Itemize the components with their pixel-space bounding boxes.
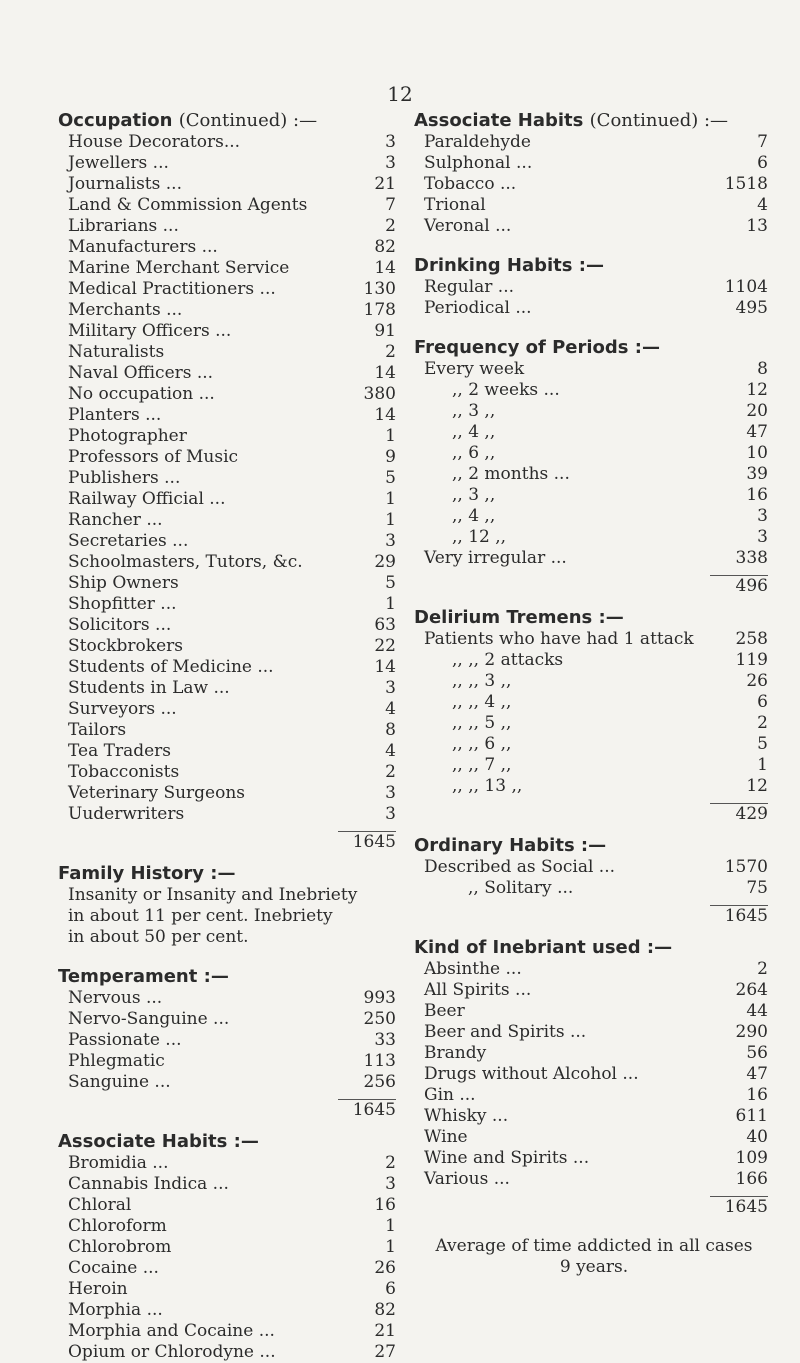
- list-item: [64, 1030, 396, 1051]
- list-item: [64, 1195, 396, 1216]
- list-item: [64, 657, 396, 678]
- list-item: [420, 485, 768, 506]
- item-label: Whisky ...: [424, 1106, 509, 1126]
- list-item: [64, 363, 396, 384]
- list-item: [420, 713, 768, 734]
- list-item: [64, 552, 396, 573]
- list-item: [64, 1051, 396, 1072]
- item-label: Chloral: [68, 1195, 132, 1215]
- item-value: 75: [746, 878, 768, 898]
- list-item: [420, 277, 768, 298]
- associate-habits-cont-list: [420, 132, 768, 237]
- list-item: [420, 401, 768, 422]
- frequency-heading: Frequency of Periods :—: [414, 337, 660, 358]
- item-label: Opium or Chlorodyne ...: [68, 1342, 276, 1362]
- list-item: [64, 279, 396, 300]
- temperament-list: [64, 988, 396, 1093]
- item-value: 6: [385, 1279, 396, 1299]
- item-label: Gin ...: [424, 1085, 476, 1105]
- item-label: ,, 4 ,,: [452, 506, 496, 526]
- item-value: 1: [385, 489, 396, 509]
- list-item: [420, 650, 768, 671]
- item-label: Chloroform: [68, 1216, 167, 1236]
- item-label: Drugs without Alcohol ...: [424, 1064, 639, 1084]
- item-label: ,, ,, 6 ,,: [452, 734, 512, 754]
- list-item: [420, 1043, 768, 1064]
- item-label: ,, 6 ,,: [452, 443, 496, 463]
- item-value: 13: [746, 216, 768, 236]
- item-value: 8: [385, 720, 396, 740]
- list-item: [64, 1279, 396, 1300]
- list-item: [64, 1216, 396, 1237]
- item-label: Schoolmasters, Tutors, &c.: [68, 552, 303, 572]
- item-label: ,, ,, 7 ,,: [452, 755, 512, 775]
- item-label: Sanguine ...: [68, 1072, 171, 1092]
- item-label: Jewellers ...: [68, 153, 169, 173]
- item-label: Solicitors ...: [68, 615, 172, 635]
- item-label: Publishers ...: [68, 468, 181, 488]
- list-item: [64, 988, 396, 1009]
- list-item: [420, 755, 768, 776]
- drinking-habits-list: [420, 277, 768, 319]
- temperament-total: 1645: [352, 1100, 396, 1120]
- item-value: 10: [746, 443, 768, 463]
- list-item: [64, 174, 396, 195]
- item-label: Students of Medicine ...: [68, 657, 274, 677]
- list-item: [420, 776, 768, 797]
- item-label: Naturalists: [68, 342, 165, 362]
- item-value: 256: [363, 1072, 396, 1092]
- item-value: 264: [735, 980, 768, 1000]
- item-value: 16: [374, 1195, 396, 1215]
- list-item: [420, 422, 768, 443]
- item-label: Tailors: [68, 720, 127, 740]
- item-value: 26: [746, 671, 768, 691]
- left-column: [58, 110, 396, 1363]
- item-value: 250: [363, 1009, 396, 1029]
- item-label: Naval Officers ...: [68, 363, 214, 383]
- item-value: 1104: [724, 277, 768, 297]
- ordinary-list: [420, 878, 768, 899]
- item-label: Passionate ...: [68, 1030, 182, 1050]
- item-label: Uuderwriters: [68, 804, 185, 824]
- item-value: 47: [746, 1064, 768, 1084]
- item-label: Medical Practitioners ...: [68, 279, 276, 299]
- item-value: 495: [735, 298, 768, 318]
- item-label: ,, ,, 4 ,,: [452, 692, 512, 712]
- associate-habits-heading: Associate Habits :—: [58, 1131, 259, 1152]
- item-label: Heroin: [68, 1279, 128, 1299]
- item-label: Merchants ...: [68, 300, 183, 320]
- item-label: Stockbrokers: [68, 636, 183, 656]
- list-item: [64, 300, 396, 321]
- list-item: [420, 298, 768, 319]
- item-label: ,, 3 ,,: [452, 485, 496, 505]
- item-label: Paraldehyde: [424, 132, 531, 152]
- item-label: ,, 3 ,,: [452, 401, 496, 421]
- item-value: 63: [374, 615, 396, 635]
- item-label: Wine: [424, 1127, 468, 1147]
- ordinary-total: 1645: [724, 906, 768, 926]
- item-value: 2: [385, 1153, 396, 1173]
- ordinary-habits-heading: Ordinary Habits :—: [414, 835, 607, 856]
- list-item: [420, 1085, 768, 1106]
- list-item: [64, 258, 396, 279]
- list-item: [64, 132, 396, 153]
- item-label: Photographer: [68, 426, 187, 446]
- item-label: Ship Owners: [68, 573, 179, 593]
- page-number: 12: [387, 82, 413, 106]
- item-label: ,, ,, 5 ,,: [452, 713, 512, 733]
- item-label: Land & Commission Agents: [68, 195, 308, 215]
- list-item: [420, 132, 768, 153]
- item-value: 5: [757, 734, 768, 754]
- list-item: [420, 980, 768, 1001]
- item-label: Veronal ...: [424, 216, 512, 236]
- item-label: Planters ...: [68, 405, 162, 425]
- delirium-list: [420, 650, 768, 797]
- item-value: 39: [746, 464, 768, 484]
- item-value: 3: [385, 1174, 396, 1194]
- item-label: Marine Merchant Service: [68, 258, 290, 278]
- list-item: [64, 153, 396, 174]
- temperament-heading: Temperament :—: [58, 966, 229, 987]
- kind-total: 1645: [724, 1197, 768, 1217]
- item-label: Beer: [424, 1001, 465, 1021]
- list-item: [64, 510, 396, 531]
- frequency-list: [420, 380, 768, 548]
- family-history-heading: Family History :—: [58, 863, 236, 884]
- item-label: Phlegmatic: [68, 1051, 165, 1071]
- list-item: [64, 1174, 396, 1195]
- list-item: [420, 1169, 768, 1190]
- item-value: 9: [385, 447, 396, 467]
- item-label: Cocaine ...: [68, 1258, 159, 1278]
- item-label: Veterinary Surgeons: [68, 783, 246, 803]
- list-item: [64, 1072, 396, 1093]
- item-value: 4: [757, 195, 768, 215]
- family-history-line: in about 11 per cent. Inebriety: [68, 906, 333, 926]
- item-label: Morphia and Cocaine ...: [68, 1321, 275, 1341]
- associate-habits-cont-heading: Associate Habits (Continued) :—: [414, 110, 729, 131]
- item-value: 20: [746, 401, 768, 421]
- item-value: 3: [385, 531, 396, 551]
- item-value: 44: [746, 1001, 768, 1021]
- item-label: Manufacturers ...: [68, 237, 218, 257]
- item-label: Various ...: [424, 1169, 510, 1189]
- item-value: 1: [385, 1216, 396, 1236]
- item-label: ,, ,, 13 ,,: [452, 776, 523, 796]
- list-item: [64, 531, 396, 552]
- item-value: 1: [385, 426, 396, 446]
- item-value: 166: [735, 1169, 768, 1189]
- list-item: [420, 671, 768, 692]
- list-item: [64, 237, 396, 258]
- item-value: 2: [385, 762, 396, 782]
- item-value: 16: [746, 1085, 768, 1105]
- item-value: 109: [735, 1148, 768, 1168]
- item-label: No occupation ...: [68, 384, 215, 404]
- list-item: [64, 573, 396, 594]
- item-value: 7: [385, 195, 396, 215]
- item-value: 1: [757, 755, 768, 775]
- list-item: [64, 678, 396, 699]
- list-item: [64, 468, 396, 489]
- item-value: 7: [757, 132, 768, 152]
- item-label: Trional: [424, 195, 486, 215]
- item-value: 3: [385, 783, 396, 803]
- item-label: Military Officers ...: [68, 321, 232, 341]
- item-value: 130: [363, 279, 396, 299]
- item-label: All Spirits ...: [424, 980, 532, 1000]
- item-value: 91: [374, 321, 396, 341]
- item-label: Nervous ...: [68, 988, 163, 1008]
- item-value: 993: [363, 988, 396, 1008]
- list-item: [420, 527, 768, 548]
- item-label: ,, 2 months ...: [452, 464, 570, 484]
- kind-list: [420, 959, 768, 1190]
- item-label: Surveyors ...: [68, 699, 177, 719]
- list-item: [64, 447, 396, 468]
- item-value: 21: [374, 1321, 396, 1341]
- item-label: Professors of Music: [68, 447, 239, 467]
- item-label: Sulphonal ...: [424, 153, 533, 173]
- list-item: [420, 195, 768, 216]
- item-label: Absinthe ...: [424, 959, 522, 979]
- item-label: Brandy: [424, 1043, 487, 1063]
- average-line: Average of time addicted in all cases: [435, 1236, 753, 1256]
- item-value: 14: [374, 258, 396, 278]
- item-value: 21: [374, 174, 396, 194]
- list-item: [64, 720, 396, 741]
- list-item: [420, 506, 768, 527]
- item-label: ,, 2 weeks ...: [452, 380, 560, 400]
- ordinary-row: Described as Social ... 1570: [424, 857, 768, 877]
- list-item: [420, 174, 768, 195]
- item-value: 290: [735, 1022, 768, 1042]
- item-value: 33: [374, 1030, 396, 1050]
- item-value: 82: [374, 237, 396, 257]
- item-value: 3: [385, 678, 396, 698]
- item-value: 4: [385, 741, 396, 761]
- item-value: 3: [757, 527, 768, 547]
- list-item: [420, 216, 768, 237]
- frequency-row: Very irregular ... 338: [424, 548, 768, 568]
- list-item: [64, 384, 396, 405]
- item-label: Chlorobrom: [68, 1237, 172, 1257]
- item-label: ,, ,, 2 attacks: [452, 650, 564, 670]
- list-item: [420, 1064, 768, 1085]
- list-item: [420, 443, 768, 464]
- item-label: Railway Official ...: [68, 489, 226, 509]
- right-column: [414, 110, 768, 1278]
- list-item: [64, 216, 396, 237]
- item-label: Students in Law ...: [68, 678, 230, 698]
- item-value: 12: [746, 380, 768, 400]
- list-item: [420, 1022, 768, 1043]
- list-item: [64, 489, 396, 510]
- item-value: 5: [385, 468, 396, 488]
- associate-habits-list: [64, 1153, 396, 1363]
- list-item: [420, 1001, 768, 1022]
- item-label: ,, 4 ,,: [452, 422, 496, 442]
- list-item: [64, 804, 396, 825]
- delirium-heading: Delirium Tremens :—: [414, 607, 624, 628]
- list-item: [64, 426, 396, 447]
- item-value: 113: [363, 1051, 396, 1071]
- list-item: [64, 321, 396, 342]
- list-item: [420, 878, 768, 899]
- item-label: Tea Traders: [68, 741, 172, 761]
- item-value: 56: [746, 1043, 768, 1063]
- item-label: Periodical ...: [424, 298, 532, 318]
- list-item: [64, 1009, 396, 1030]
- item-value: 14: [374, 657, 396, 677]
- list-item: [64, 1300, 396, 1321]
- list-item: [64, 1258, 396, 1279]
- item-label: ,, ,, 3 ,,: [452, 671, 512, 691]
- list-item: [420, 153, 768, 174]
- item-value: 611: [735, 1106, 768, 1126]
- item-label: Beer and Spirits ...: [424, 1022, 587, 1042]
- item-value: 2: [757, 713, 768, 733]
- item-value: 3: [385, 132, 396, 152]
- item-value: 3: [385, 153, 396, 173]
- list-item: [420, 734, 768, 755]
- item-value: 14: [374, 405, 396, 425]
- kind-heading: Kind of Inebriant used :—: [414, 937, 673, 958]
- list-item: [64, 405, 396, 426]
- list-item: [64, 1342, 396, 1363]
- item-value: 2: [757, 959, 768, 979]
- item-value: 4: [385, 699, 396, 719]
- list-item: [64, 342, 396, 363]
- item-label: Shopfitter ...: [68, 594, 177, 614]
- list-item: [64, 1321, 396, 1342]
- item-value: 3: [385, 804, 396, 824]
- item-value: 380: [363, 384, 396, 404]
- average-line: 9 years.: [559, 1257, 629, 1277]
- list-item: [64, 636, 396, 657]
- item-label: ,, 12 ,,: [452, 527, 507, 547]
- item-value: 1518: [724, 174, 768, 194]
- item-value: 1: [385, 510, 396, 530]
- delirium-row: Patients who have had 1 attack 258: [424, 629, 768, 649]
- item-value: 2: [385, 342, 396, 362]
- list-item: [64, 615, 396, 636]
- family-history-line: Insanity or Insanity and Inebriety: [68, 885, 358, 905]
- occupation-total: 1645: [352, 832, 396, 852]
- occupation-list: [64, 132, 396, 825]
- drinking-habits-heading: Drinking Habits :—: [414, 255, 604, 276]
- list-item: [64, 1237, 396, 1258]
- list-item: [64, 699, 396, 720]
- list-item: [64, 741, 396, 762]
- list-item: [64, 762, 396, 783]
- list-item: [64, 1153, 396, 1174]
- frequency-total: 496: [735, 576, 768, 596]
- item-label: ,, Solitary ...: [468, 878, 574, 898]
- item-label: Journalists ...: [68, 174, 182, 194]
- item-value: 3: [757, 506, 768, 526]
- item-label: Tobacconists: [68, 762, 180, 782]
- item-value: 22: [374, 636, 396, 656]
- item-value: 5: [385, 573, 396, 593]
- list-item: [420, 464, 768, 485]
- item-label: Wine and Spirits ...: [424, 1148, 590, 1168]
- list-item: [420, 959, 768, 980]
- item-value: 1: [385, 1237, 396, 1257]
- list-item: [420, 692, 768, 713]
- item-value: 6: [757, 692, 768, 712]
- list-item: [420, 1148, 768, 1169]
- item-value: 178: [363, 300, 396, 320]
- item-value: 16: [746, 485, 768, 505]
- item-label: Morphia ...: [68, 1300, 163, 1320]
- family-history-line: in about 50 per cent.: [68, 927, 249, 947]
- item-value: 26: [374, 1258, 396, 1278]
- item-value: 6: [757, 153, 768, 173]
- item-value: 2: [385, 216, 396, 236]
- item-label: Bromidia ...: [68, 1153, 169, 1173]
- item-value: 119: [735, 650, 768, 670]
- item-value: 29: [374, 552, 396, 572]
- item-label: Cannabis Indica ...: [68, 1174, 229, 1194]
- item-label: Secretaries ...: [68, 531, 189, 551]
- item-value: 40: [746, 1127, 768, 1147]
- list-item: [64, 195, 396, 216]
- list-item: [420, 380, 768, 401]
- item-value: 27: [374, 1342, 396, 1362]
- item-value: 1: [385, 594, 396, 614]
- item-value: 12: [746, 776, 768, 796]
- item-value: 14: [374, 363, 396, 383]
- delirium-total: 429: [735, 804, 768, 824]
- list-item: [420, 1106, 768, 1127]
- item-value: 82: [374, 1300, 396, 1320]
- frequency-row: Every week 8: [424, 359, 768, 379]
- item-label: Regular ...: [424, 277, 515, 297]
- list-item: [420, 1127, 768, 1148]
- list-item: [64, 783, 396, 804]
- item-label: House Decorators...: [68, 132, 241, 152]
- occupation-heading: Occupation (Continued) :—: [58, 110, 318, 131]
- item-label: Librarians ...: [68, 216, 179, 236]
- item-label: Rancher ...: [68, 510, 163, 530]
- item-label: Tobacco ...: [424, 174, 517, 194]
- list-item: [64, 594, 396, 615]
- item-value: 47: [746, 422, 768, 442]
- item-label: Nervo-Sanguine ...: [68, 1009, 230, 1029]
